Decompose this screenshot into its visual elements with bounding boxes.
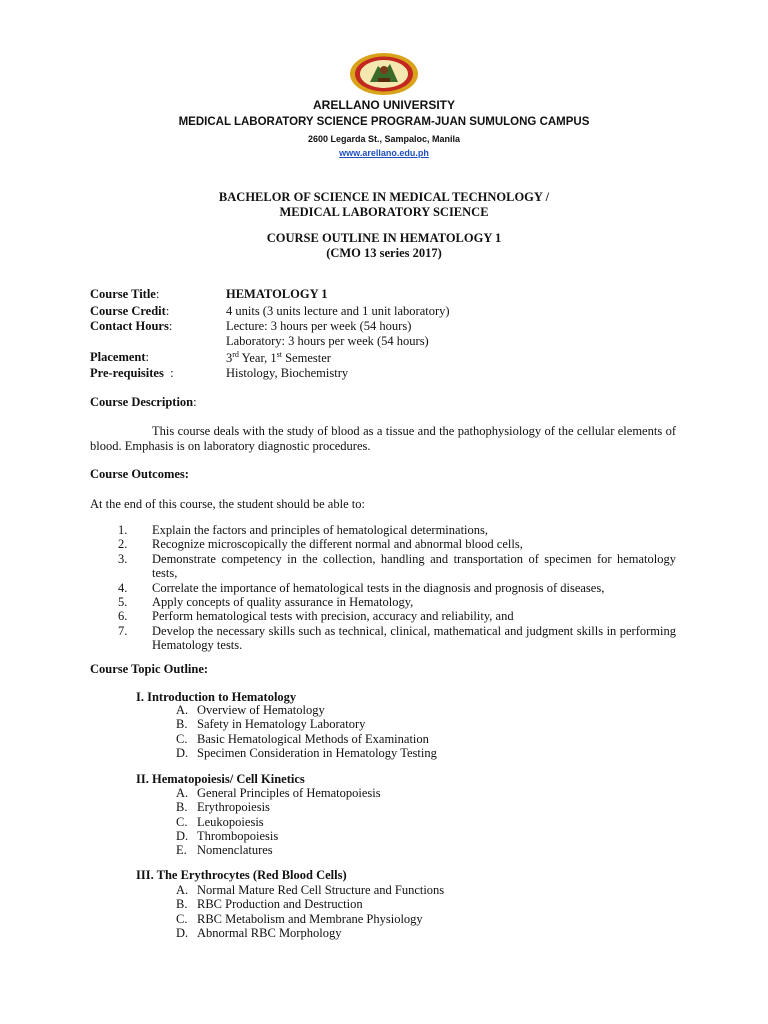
- topic-item: [176, 800, 381, 814]
- topic-section-title: III. The Erythrocytes (Red Blood Cells): [136, 868, 347, 882]
- topic-item-letter: B.: [176, 897, 188, 912]
- topic-item: [176, 843, 381, 857]
- topic-item-letter: A.: [176, 786, 189, 800]
- topic-item-letter: C.: [176, 731, 188, 746]
- outcome-number: 4.: [118, 580, 128, 595]
- topic-item-letter: B.: [176, 800, 188, 815]
- topic-item-letter: C.: [176, 911, 188, 926]
- topic-item-text: Basic Hematological Methods of Examination: [197, 731, 429, 746]
- cmo-reference: (CMO 13 series 2017): [326, 246, 442, 260]
- topic-item: [176, 829, 381, 843]
- outcome-item: [118, 537, 676, 551]
- course-credit-label: Course Credit:: [90, 304, 170, 318]
- campus-address: 2600 Legarda St., Sampaloc, Manila: [307, 134, 461, 144]
- course-title-label: Course Title:: [90, 287, 160, 301]
- outcome-item: [118, 609, 676, 623]
- outcome-number: 2.: [118, 537, 128, 552]
- website-link[interactable]: www.arellano.edu.ph: [339, 148, 429, 158]
- outcome-text: Demonstrate competency in the collection, handling and transportation of specimen for hematology tests,: [152, 551, 676, 581]
- topic-item-text: RBC Production and Destruction: [197, 897, 363, 912]
- topic-item-letter: D.: [176, 745, 189, 760]
- contact-hours-lecture: Lecture: 3 hours per week (54 hours): [226, 319, 412, 333]
- topic-item: [176, 717, 437, 731]
- course-title-value: HEMATOLOGY 1: [226, 287, 328, 301]
- outcome-item: [118, 595, 676, 609]
- outcome-text: Recognize microscopically the different normal and abnormal blood cells,: [152, 537, 523, 552]
- topic-item-text: Leukopoiesis: [197, 814, 264, 829]
- topic-item-letter: C.: [176, 814, 188, 829]
- contact-hours-label: Contact Hours:: [90, 319, 173, 333]
- topic-item-letter: E.: [176, 843, 187, 858]
- topic-item-letter: A.: [176, 883, 189, 897]
- topic-item: [176, 926, 444, 940]
- course-outcomes-list: [118, 523, 676, 653]
- outcome-item: [118, 581, 676, 595]
- prerequisites-value: Histology, Biochemistry: [226, 366, 349, 380]
- topic-item-text: Safety in Hematology Laboratory: [197, 717, 366, 732]
- topic-item: [176, 732, 437, 746]
- topic-item-text: Abnormal RBC Morphology: [197, 925, 342, 940]
- outcome-text: Apply concepts of quality assurance in Hematology,: [152, 595, 414, 610]
- course-description-heading: Course Description:: [90, 395, 197, 409]
- topic-section-title: II. Hematopoiesis/ Cell Kinetics: [136, 772, 305, 786]
- contact-hours-lab: Laboratory: 3 hours per week (54 hours): [226, 334, 429, 348]
- topic-item-text: RBC Metabolism and Membrane Physiology: [197, 911, 423, 926]
- outcome-number: 7.: [118, 623, 128, 638]
- topic-item: [176, 897, 444, 911]
- placement-label: Placement:: [90, 350, 150, 364]
- outcome-number: 3.: [118, 551, 128, 566]
- outcome-text: Perform hematological tests with precision, accuracy and reliability, and: [152, 609, 514, 624]
- topic-item: [176, 815, 381, 829]
- placement-value: 3rd Year, 1st Semester: [226, 350, 331, 366]
- outcome-item: [118, 523, 676, 537]
- topic-item-letter: B.: [176, 717, 188, 732]
- topic-item-letter: D.: [176, 925, 189, 940]
- topic-item: [176, 786, 381, 800]
- topic-item: [176, 746, 437, 760]
- topic-section-items: [176, 786, 381, 857]
- topic-item-text: Overview of Hematology: [197, 703, 325, 717]
- program-name: MEDICAL LABORATORY SCIENCE PROGRAM-JUAN SUMULONG CAMPUS: [178, 116, 590, 128]
- outcome-item: [118, 624, 676, 653]
- degree-title-line2: MEDICAL LABORATORY SCIENCE: [279, 205, 489, 219]
- topic-item-text: Thrombopoiesis: [197, 828, 279, 843]
- topic-section-items: [176, 883, 444, 940]
- outcome-text: Develop the necessary skills such as technical, clinical, mathematical and judgment skills in performing Hematology tests.: [152, 623, 676, 653]
- topic-item: [176, 883, 444, 897]
- topic-item-text: General Principles of Hematopoiesis: [197, 786, 381, 800]
- topic-section-title: I. Introduction to Hematology: [136, 690, 297, 704]
- university-name: ARELLANO UNIVERSITY: [312, 98, 455, 112]
- university-seal-logo: [348, 52, 420, 96]
- course-outcomes-intro: At the end of this course, the student should be able to:: [90, 497, 365, 511]
- outcome-text: Correlate the importance of hematological tests in the diagnosis and prognosis of diseases,: [152, 580, 605, 595]
- outcome-number: 1.: [118, 523, 128, 537]
- topic-item-letter: A.: [176, 703, 189, 717]
- topic-section-items: [176, 703, 437, 760]
- topic-item: [176, 703, 437, 717]
- topic-item-text: Normal Mature Red Cell Structure and Functions: [197, 883, 445, 897]
- course-topic-outline-heading: Course Topic Outline:: [90, 662, 209, 676]
- course-credit-value: 4 units (3 units lecture and 1 unit laboratory): [226, 304, 450, 318]
- course-outcomes-heading: Course Outcomes:: [90, 467, 189, 481]
- outcome-text: Explain the factors and principles of hematological determinations,: [152, 523, 489, 537]
- topic-item-letter: D.: [176, 828, 189, 843]
- topic-item-text: Erythropoiesis: [197, 800, 270, 815]
- topic-item: [176, 912, 444, 926]
- outcome-item: [118, 552, 676, 581]
- course-outline-title: COURSE OUTLINE IN HEMATOLOGY 1: [266, 231, 502, 245]
- outcome-number: 5.: [118, 595, 128, 610]
- course-description-text: This course deals with the study of blood as a tissue and the pathophysiology of the cellular elements of blood. Emphasis is on laboratory diagnostic procedures.: [90, 424, 676, 453]
- topic-item-text: Specimen Consideration in Hematology Testing: [197, 745, 437, 760]
- topic-item-text: Nomenclatures: [197, 843, 273, 858]
- prerequisites-label: Pre-requisites :: [90, 366, 174, 380]
- outcome-number: 6.: [118, 609, 128, 624]
- degree-title-line1: BACHELOR OF SCIENCE IN MEDICAL TECHNOLOGY /: [218, 190, 550, 204]
